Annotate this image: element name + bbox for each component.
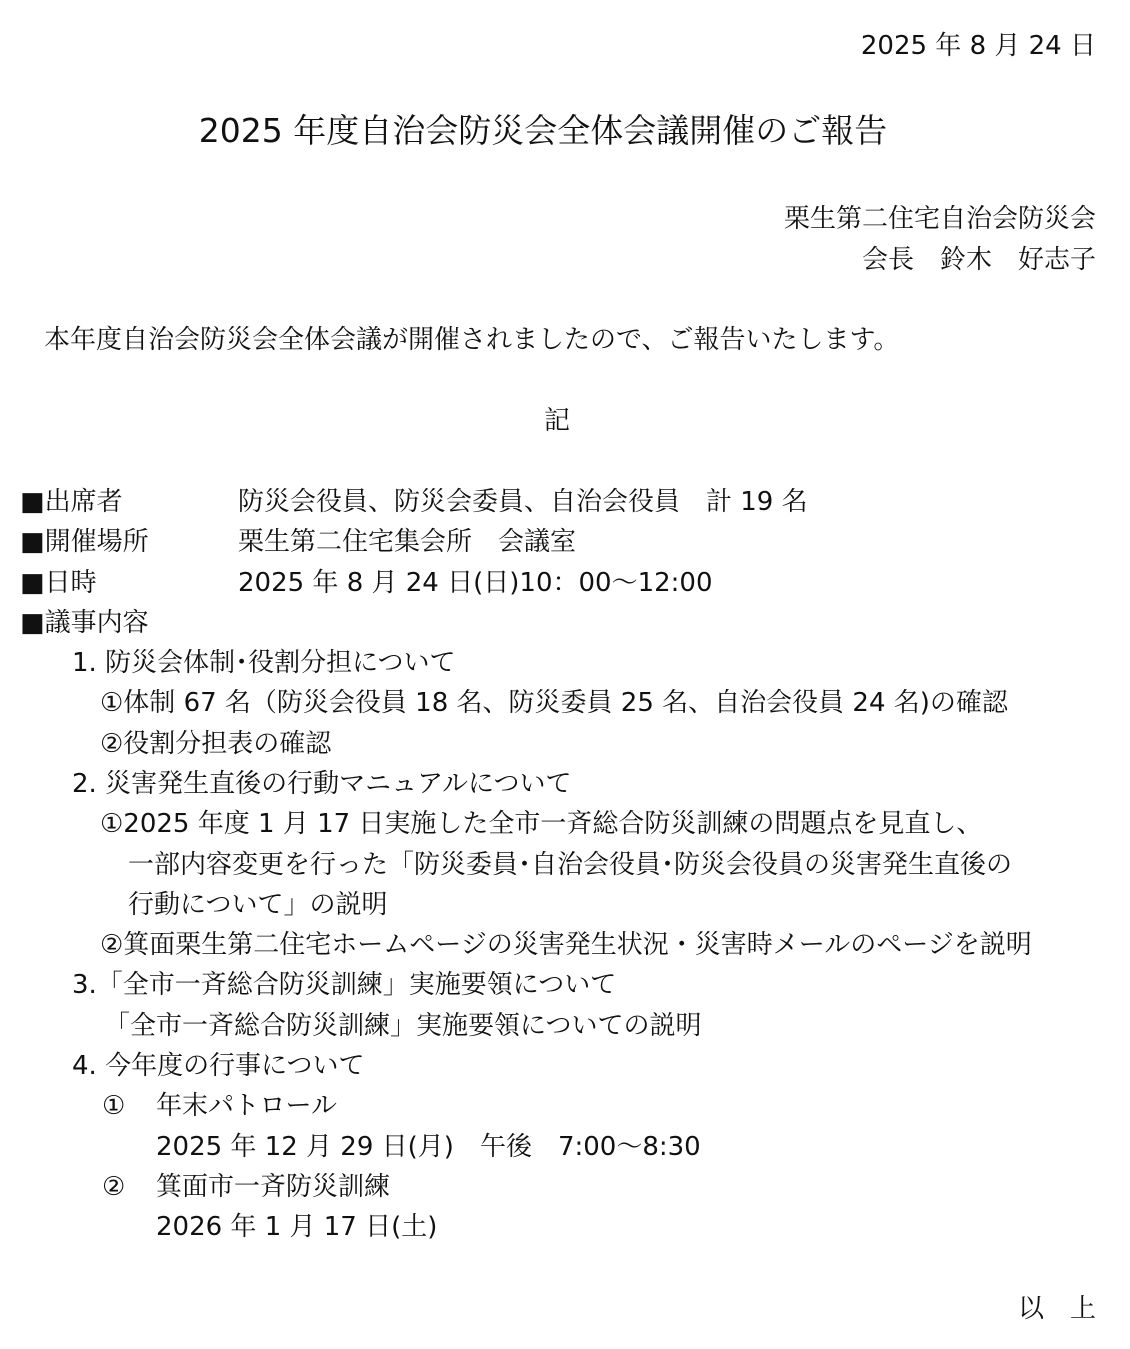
datetime-label: ■日時	[20, 568, 97, 598]
agenda-item-4: 4. 今年度の行事について	[72, 1051, 365, 1081]
organization-name: 栗生第二住宅自治会防災会	[783, 204, 1096, 234]
attendees-value: 防災会役員、防災会委員、自治会役員 計 19 名	[238, 487, 808, 517]
agenda-item-4-sub-2-mark: ②	[102, 1172, 126, 1202]
agenda-label: ■議事内容	[20, 608, 149, 638]
venue-value: 栗生第二住宅集会所 会議室	[238, 527, 577, 557]
intro-paragraph: 本年度自治会防災会全体会議が開催されましたので、ご報告いたします。	[44, 325, 900, 355]
document-date: 2025 年 8 月 24 日	[860, 31, 1096, 61]
ki-heading: 記	[543, 406, 570, 436]
signer-name: 会長 鈴木 好志子	[861, 245, 1096, 275]
agenda-item-1-sub-1: ①体制 67 名（防災会役員 18 名、防災委員 25 名、自治会役員 24 名)の確認	[100, 688, 1008, 718]
agenda-item-1: 1. 防災会体制･役割分担について	[72, 648, 456, 678]
document-title: 2025 年度自治会防災会全体会議開催のご報告	[198, 111, 888, 150]
closing-mark: 以 上	[1017, 1294, 1096, 1324]
agenda-item-3: 3.「全市一斉総合防災訓練」実施要領について	[72, 970, 617, 1000]
agenda-item-2-sub-1-line-1: ①2025 年度 1 月 17 日実施した全市一斉総合防災訓練の問題点を見直し、	[100, 809, 983, 839]
agenda-item-4-sub-1-mark: ①	[102, 1091, 126, 1121]
datetime-value: 2025 年 8 月 24 日(日)10：00～12:00	[238, 568, 713, 598]
agenda-item-4-sub-2-date: 2026 年 1 月 17 日(土)	[156, 1212, 438, 1242]
agenda-item-4-sub-1-title: 年末パトロール	[156, 1091, 337, 1121]
agenda-item-2-sub-2: ②箕面栗生第二住宅ホームページの災害発生状況・災害時メールのページを説明	[100, 930, 1032, 960]
agenda-item-4-sub-1-date: 2025 年 12 月 29 日(月) 午後 7:00～8:30	[156, 1132, 701, 1162]
attendees-label: ■出席者	[20, 487, 123, 517]
agenda-item-2-sub-1-line-3: 行動について」の説明	[128, 890, 388, 920]
venue-label: ■開催場所	[20, 527, 149, 557]
agenda-item-1-sub-2: ②役割分担表の確認	[100, 729, 332, 759]
agenda-item-2: 2. 災害発生直後の行動マニュアルについて	[72, 769, 572, 799]
agenda-item-4-sub-2-title: 箕面市一斉防災訓練	[156, 1172, 391, 1202]
agenda-item-3-sub-1: 「全市一斉総合防災訓練」実施要領についての説明	[104, 1011, 702, 1041]
agenda-item-2-sub-1-line-2: 一部内容変更を行った「防災委員･自治会役員･防災会役員の災害発生直後の	[128, 850, 1013, 880]
